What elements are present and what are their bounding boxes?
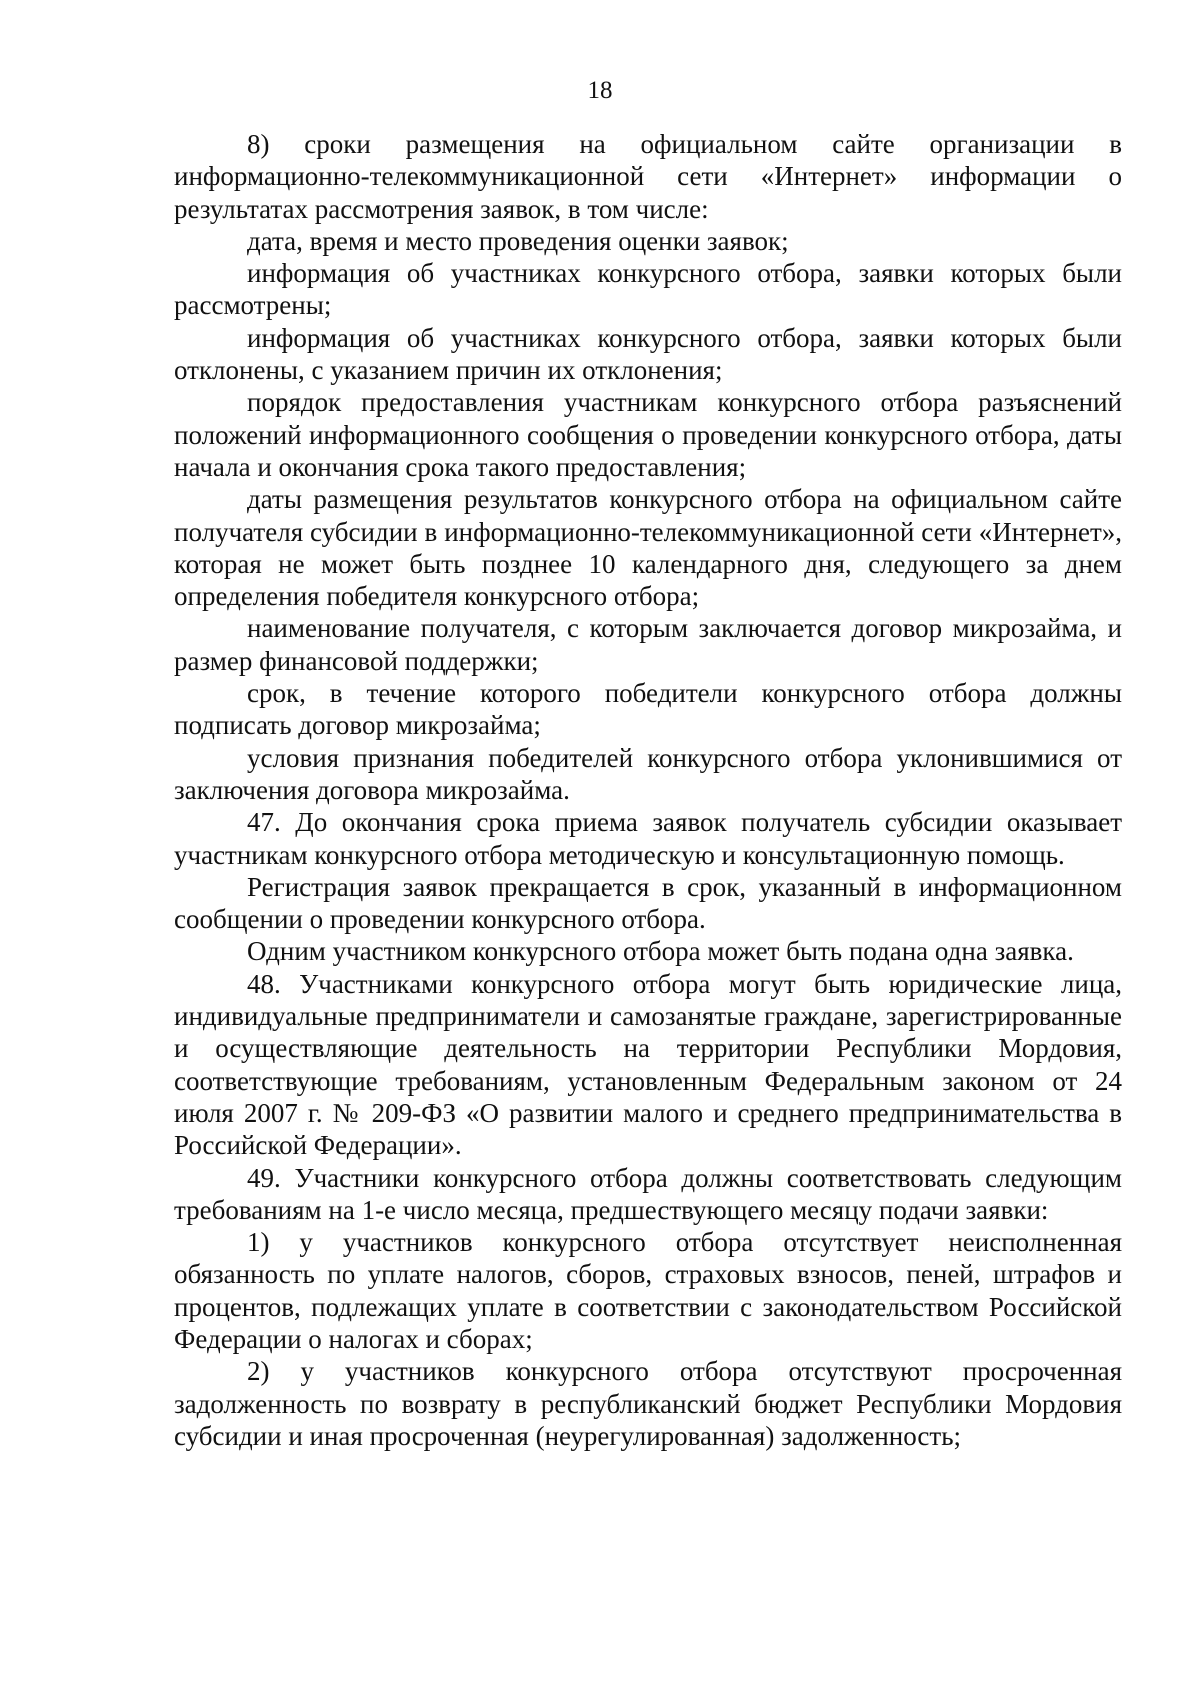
paragraph-recipient-name: наименование получателя, с которым заключается договор микрозайма, и размер финансовой поддержки; [174, 613, 1122, 676]
paragraph-signing-term: срок, в течение которого победители конкурсного отбора должны подписать договор микрозайма; [174, 678, 1122, 741]
paragraph-results-publication: даты размещения результатов конкурсного отбора на официальном сайте получателя субсидии в информационно-телекоммуникационной сети «Интернет», которая не может быть позднее 10 календарного дня, следующего за днем определения победителя конкурсного отбора; [174, 484, 1122, 612]
paragraph-item-8: 8) сроки размещения на официальном сайте организации в информационно-телекоммуникационной сети «Интернет» информации о результатах рассмотрения заявок, в том числе: [174, 129, 1122, 224]
paragraph-reviewed-participants: информация об участниках конкурсного отбора, заявки которых были рассмотрены; [174, 258, 1122, 321]
paragraph-49-item-2: 2) у участников конкурсного отбора отсутствуют просроченная задолженность по возврату в республиканский бюджет Республики Мордовия субсидии и иная просроченная (неурегулированная) задолженность; [174, 1356, 1122, 1451]
paragraph-48: 48. Участниками конкурсного отбора могут быть юридические лица, индивидуальные предприниматели и самозанятые граждане, зарегистрированные и осуществляющие деятельность на территории Республики Мордовия, соответствующие требованиям, установленным Федеральным законом от 24 июля 2007 г. № 209-ФЗ «О развитии малого и среднего предпринимательства в Российской Федерации». [174, 968, 1122, 1161]
paragraph-one-application: Одним участником конкурсного отбора может быть подана одна заявка. [247, 936, 1074, 967]
paragraph-clarification-procedure: порядок предоставления участникам конкурсного отбора разъяснений положений информационного сообщения о проведении конкурсного отбора, даты начала и окончания срока такого предоставления; [174, 387, 1122, 482]
paragraph-49-item-1: 1) у участников конкурсного отбора отсутствует неисполненная обязанность по уплате налогов, сборов, страховых взносов, пеней, штрафов и процентов, подлежащих уплате в соответствии с законодательством Российской Федерации о налогах и сборах; [174, 1227, 1122, 1354]
paragraph-49: 49. Участники конкурсного отбора должны соответствовать следующим требованиям на 1-е число месяца, предшествующего месяцу подачи заявки: [174, 1162, 1122, 1225]
paragraph-evasion-conditions: условия признания победителей конкурсного отбора уклонившимися от заключения договора микрозайма. [174, 742, 1122, 805]
paragraph-registration-end: Регистрация заявок прекращается в срок, указанный в информационном сообщении о проведении конкурсного отбора. [174, 871, 1122, 935]
page-number: 18 [587, 77, 613, 104]
paragraph-rejected-participants: информация об участниках конкурсного отбора, заявки которых были отклонены, с указанием причин их отклонения; [174, 322, 1122, 386]
document-body [174, 128, 1122, 1452]
paragraph-date-time-place: дата, время и место проведения оценки заявок; [247, 225, 789, 256]
paragraph-47: 47. До окончания срока приема заявок получатель субсидии оказывает участникам конкурсного отбора методическую и консультационную помощь. [174, 807, 1122, 870]
